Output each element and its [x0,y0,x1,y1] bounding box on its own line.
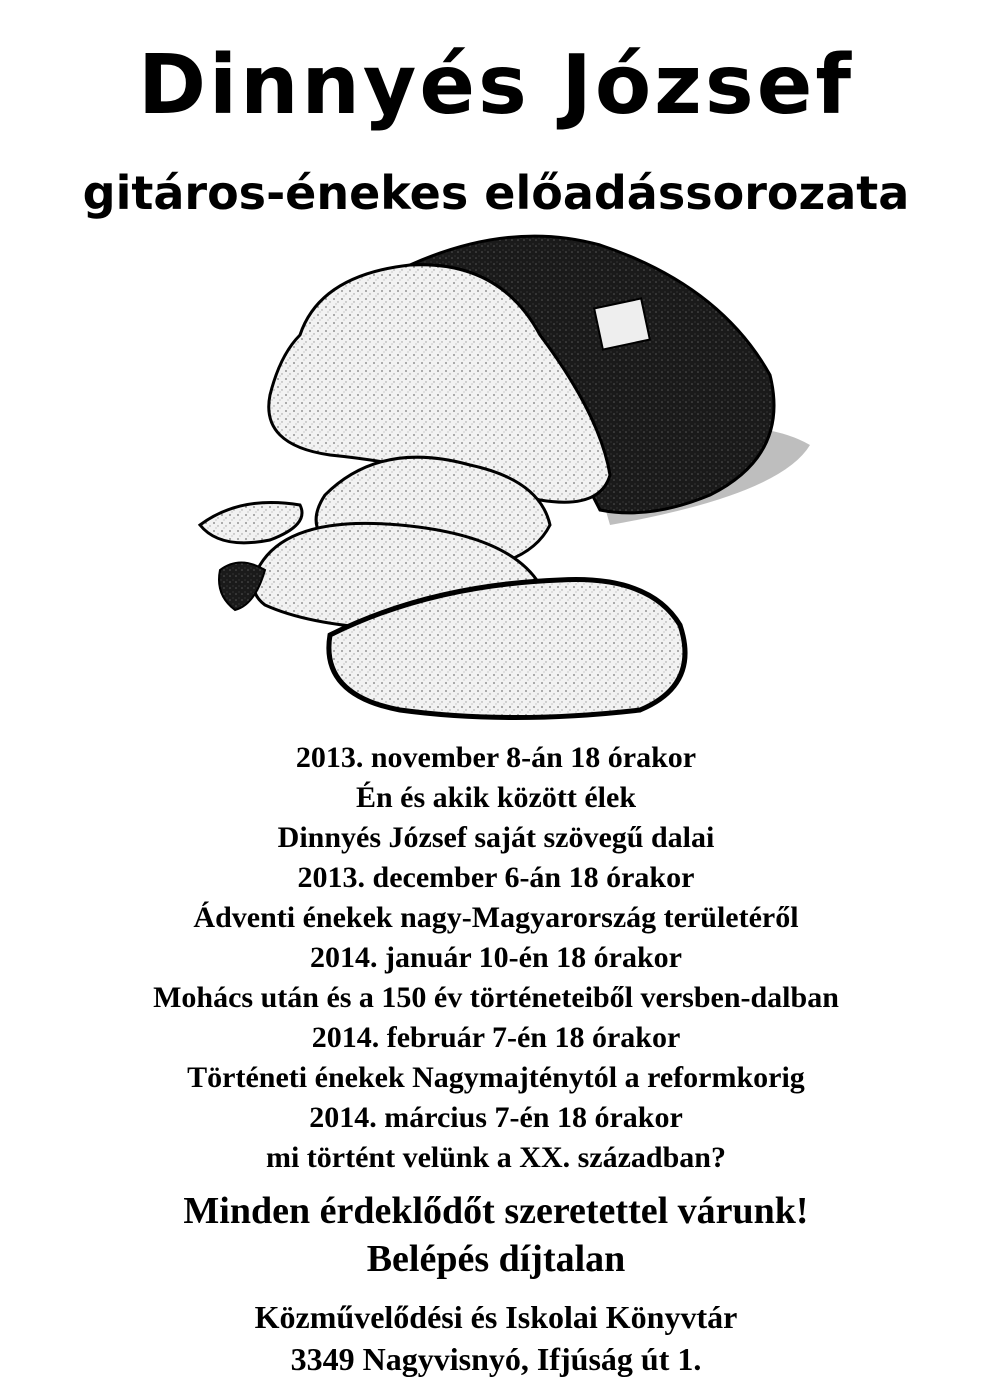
entry-note: Belépés díjtalan [366,1238,626,1280]
event-date: 2014. január 10-én 18 órakor [310,941,682,974]
event-title: Én és akik között élek [355,781,637,814]
venue-address: 3349 Nagyvisnyó, Ifjúság út 1. [290,1341,702,1377]
event-title: Ádventi énekek nagy-Magyarország területéről [193,901,799,934]
event-date: 2014. február 7-én 18 órakor [311,1021,681,1054]
poster-title: Dinnyés József [137,38,855,133]
poster-subtitle: gitáros-énekes előadássorozata [82,166,910,220]
venue-name: Közművelődési és Iskolai Könyvtár [254,1299,738,1335]
event-schedule [0,738,992,1178]
event-description: Dinnyés József saját szövegű dalai [277,821,715,854]
event-title: Mohács után és a 150 év történeteiből versben-dalban [153,981,839,1014]
event-date: 2014. március 7-én 18 órakor [309,1101,683,1134]
event-title: mi történt velünk a XX. században? [265,1141,726,1174]
bread-loaf-illustration [180,225,820,735]
welcome-message: Minden érdeklődőt szeretettel várunk! [183,1190,809,1232]
event-title: Történeti énekek Nagymajténytól a reformkorig [187,1061,805,1094]
event-date: 2013. december 6-án 18 órakor [297,861,695,894]
venue-block [0,1296,992,1380]
event-date: 2013. november 8-án 18 órakor [295,741,697,774]
